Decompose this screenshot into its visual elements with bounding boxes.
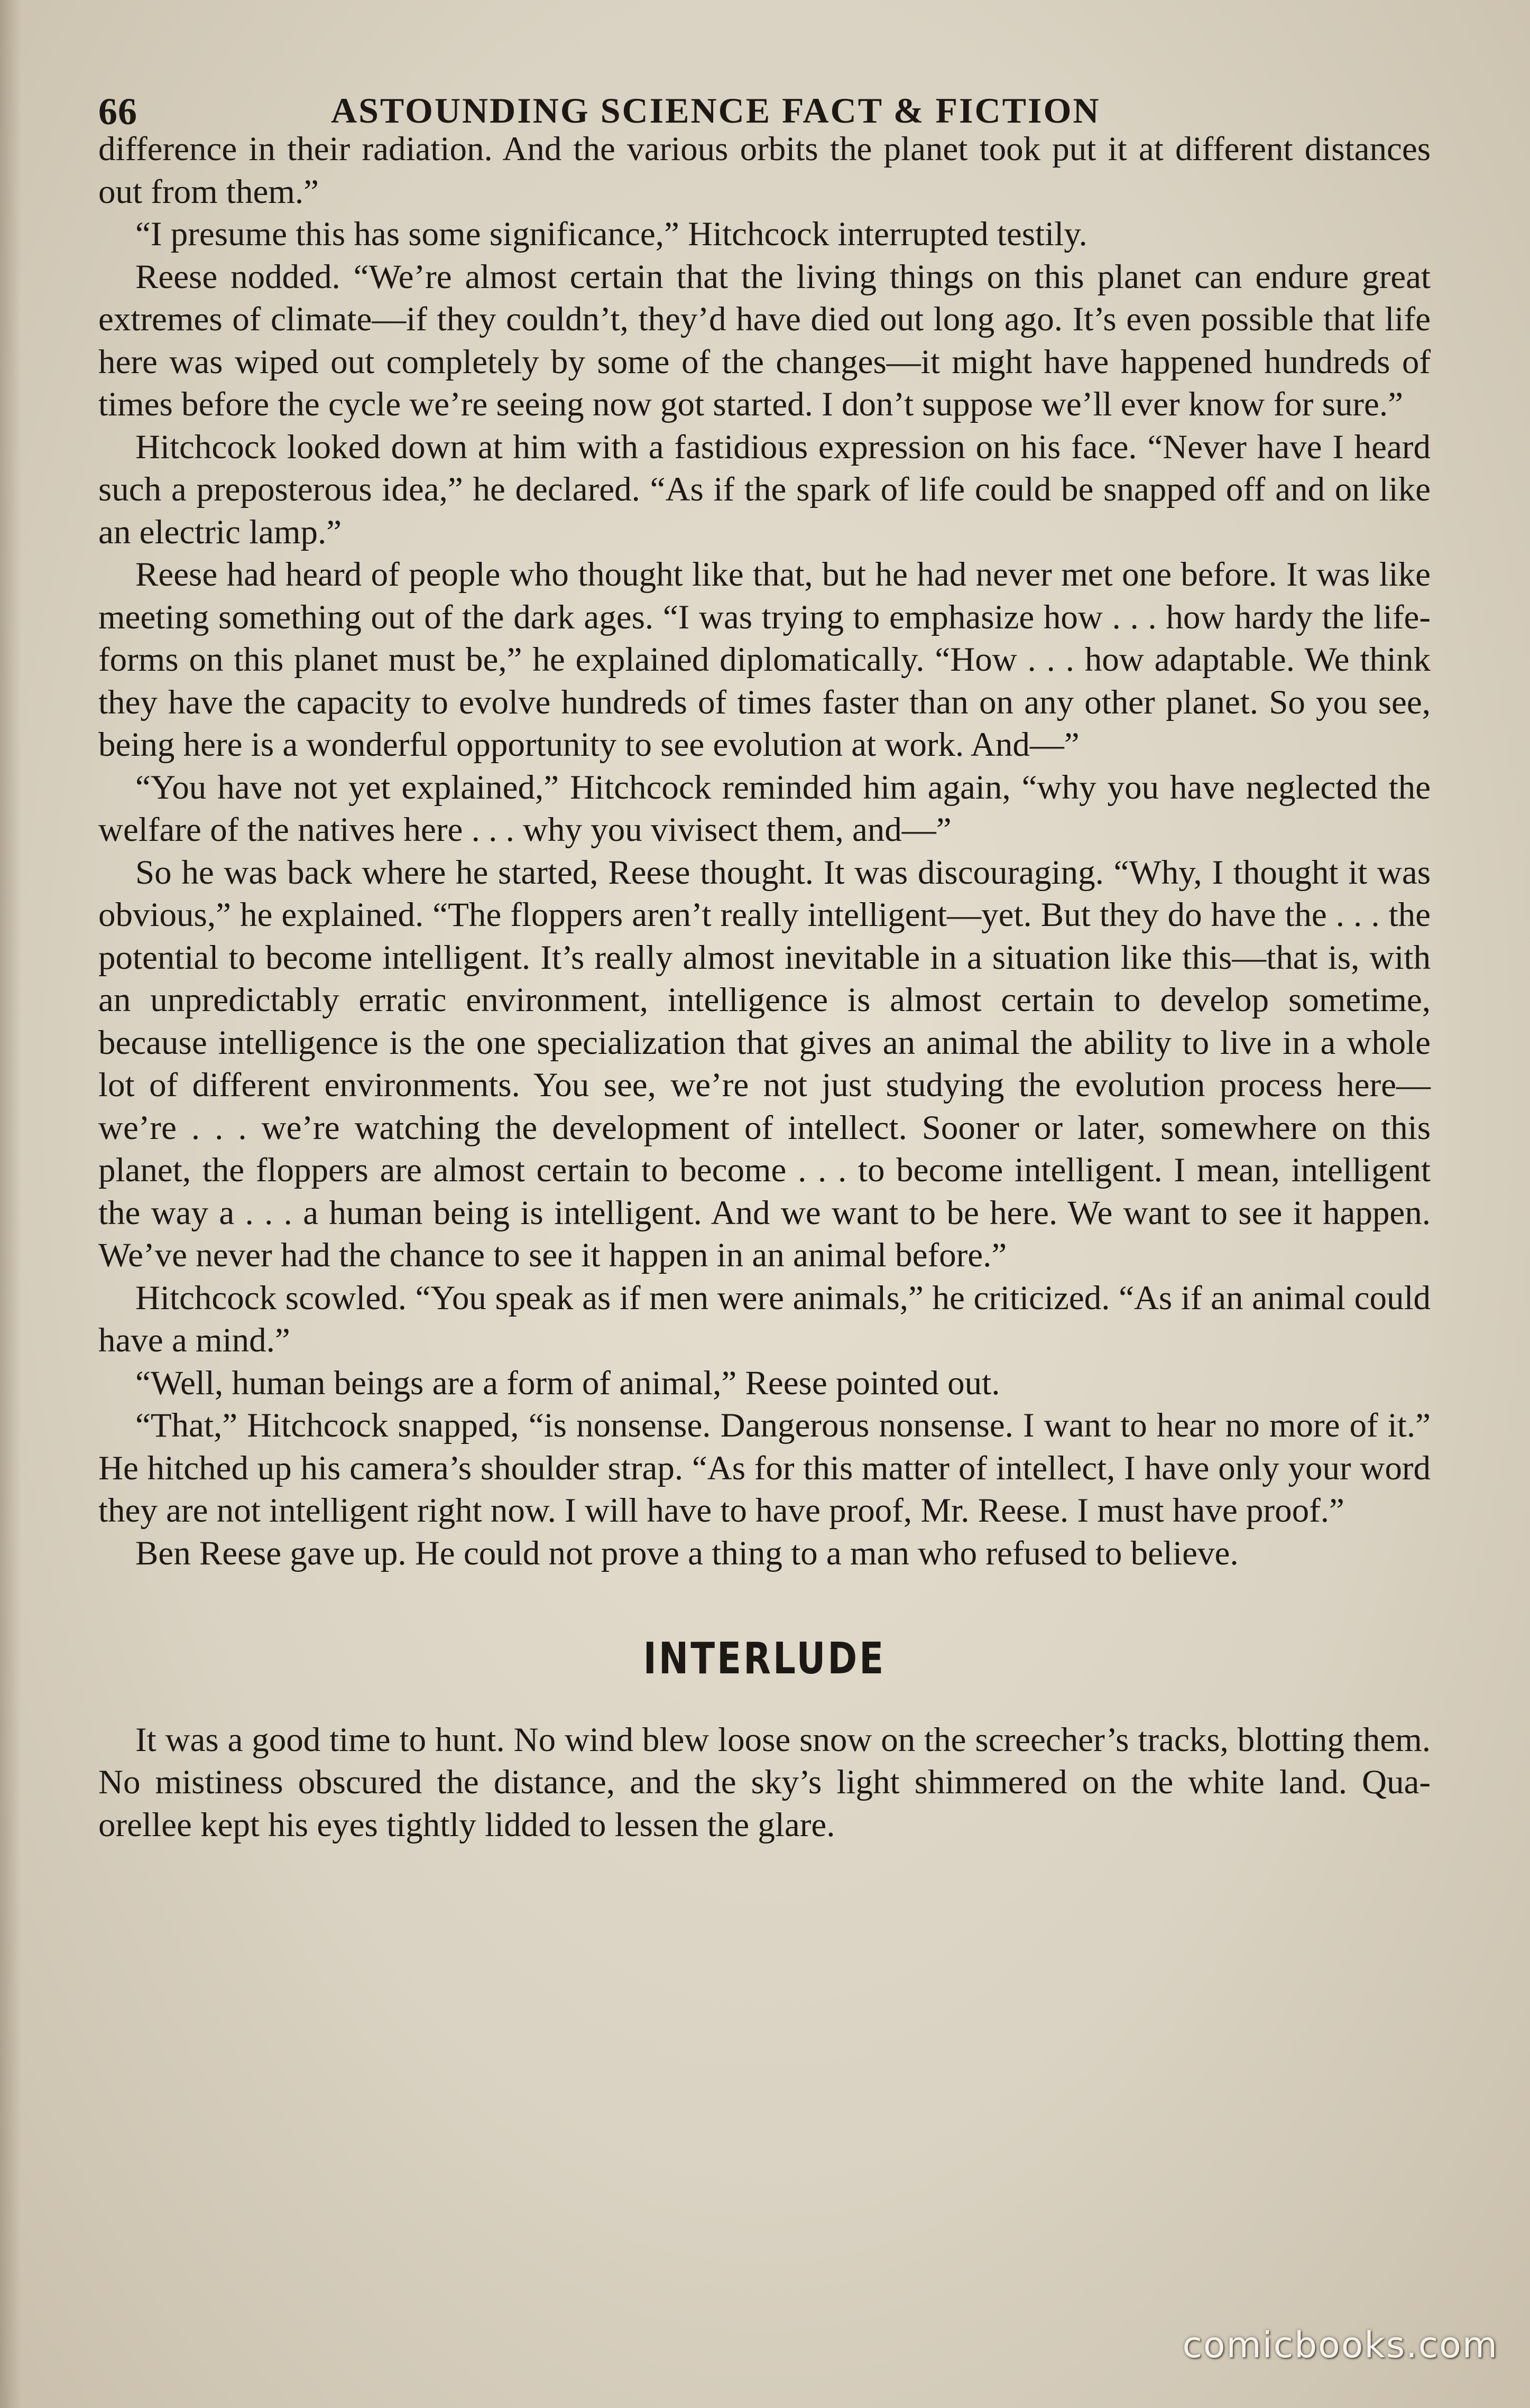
paragraph: “Well, human beings are a form of animal,” Reese pointed out. (135, 1364, 1000, 1402)
section-heading: INTERLUDE (643, 1634, 886, 1684)
section-paragraph: It was a good time to hunt. No wind blew loose snow on the screecher’s tracks, blotting them. No mistiness obscured the distance, and the sky’s light shimmered on the white land. Qua-orellee kept his eyes tightly lidded to lessen the glare. (98, 1720, 1431, 1844)
page-edge-shadow (0, 0, 21, 2408)
paragraph: Reese nodded. “We’re almost certain that the living things on this planet can endure great extremes of climate—if they couldn’t, they’d have died out long ago. It’s even possible that life here was wiped out completely by some of the changes—it might have happened hundreds of times before the cycle we’re seeing now got started. I don’t suppose we’ll ever know for sure.” (98, 257, 1431, 423)
page-header (98, 79, 1431, 137)
text-column (98, 79, 1431, 1846)
story-body (98, 128, 1431, 1846)
paragraph: “That,” Hitchcock snapped, “is nonsense. Dangerous nonsense. I want to hear no more of it.” He hitched up his camera’s shoulder strap. “As for this matter of intellect, I have only your word they are not intelligent right now. I will have to have proof, Mr. Reese. I must have proof.” (98, 1406, 1431, 1530)
watermark: comicbooks.com (1182, 2324, 1498, 2366)
running-head: ASTOUNDING SCIENCE FACT & FICTION (331, 90, 1101, 131)
paragraph: “You have not yet explained,” Hitchcock reminded him again, “why you have neglected the welfare of the natives here . . . why you vivisect them, and—” (98, 768, 1431, 849)
paragraph-continued: difference in their radiation. And the various orbits the planet took put it at different distances out from them.” (98, 130, 1431, 211)
paragraph: Reese had heard of people who thought like that, but he had never met one before. It was like meeting something out of the dark ages. “I was trying to emphasize how . . . how hardy the life-forms on this planet must be,” he explained diplomatically. “How . . . how adaptable. We think they have the capacity to evolve hundreds of times faster than on any other planet. So you see, being here is a wonderful opportunity to see evolution at work. And—” (98, 555, 1431, 764)
page-number: 66 (98, 90, 137, 133)
paragraph: Ben Reese gave up. He could not prove a thing to a man who refused to believe. (135, 1534, 1239, 1572)
paragraph: So he was back where he started, Reese thought. It was discouraging. “Why, I thought it was obvious,” he explained. “The floppers aren’t really intelligent—yet. But they do have the . . . the potential to become intelligent. It’s really almost inevitable in a situation like this—that is, with an unpredictably erratic environment, intelligence is almost certain to develop sometime, because intelligence is the one specialization that gives an animal the ability to live in a whole lot of different environments. You see, we’re not just studying the evolution process here—we’re . . . we’re watching the development of intellect. Sooner or later, somewhere on this planet, the floppers are almost certain to become . . . to become intelligent. I mean, intelligent the way a . . . a human being is intelligent. And we want to be here. We want to see it happen. We’ve never had the chance to see it happen in an animal before.” (98, 853, 1431, 1274)
paragraph: “I presume this has some significance,” Hitchcock interrupted testily. (135, 215, 1087, 253)
paragraph: Hitchcock looked down at him with a fastidious expression on his face. “Never have I heard such a preposterous idea,” he declared. “As if the spark of life could be snapped off and on like an electric lamp.” (98, 428, 1431, 551)
paragraph: Hitchcock scowled. “You speak as if men were animals,” he criticized. “As if an animal could have a mind.” (98, 1279, 1431, 1359)
